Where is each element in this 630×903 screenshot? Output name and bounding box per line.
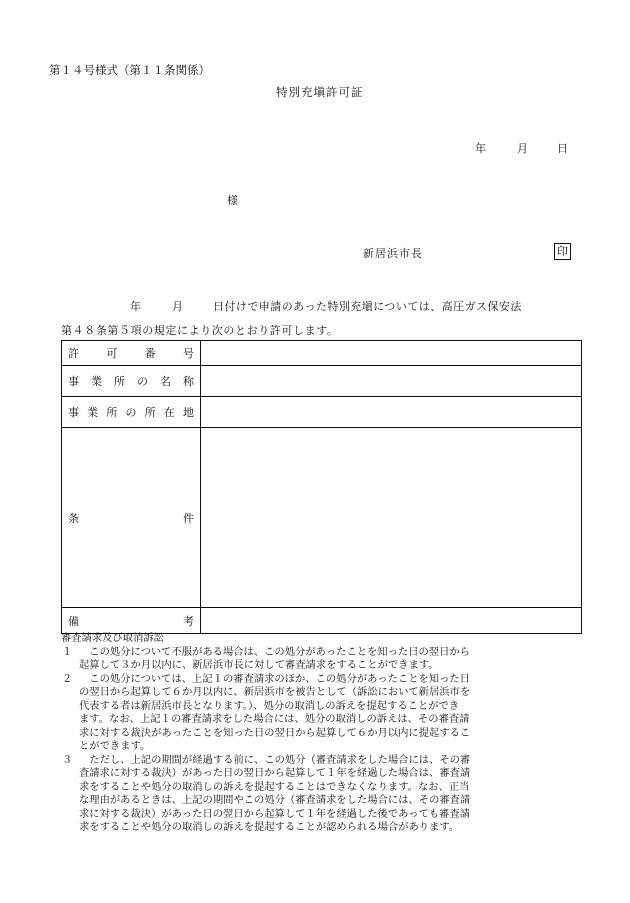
note-line: な理由があるときは、上記の期間やこの処分（審査請求をした場合には、その審査請 [79, 794, 471, 806]
office-location-field[interactable] [201, 397, 582, 428]
issuer-name: 新居浜市長 [363, 247, 423, 260]
note-line: この処分について不服がある場合は、この処分があったことを知った日の翌日から [79, 645, 470, 658]
conditions-row [62, 428, 582, 608]
office-name-field[interactable] [201, 366, 582, 397]
permit-number-label: 許 可 番 号 [62, 341, 201, 366]
note-line: ます。なお、上記１の審査請求をした場合には、処分の取消しの訴えは、その審査請 [79, 713, 470, 725]
note-item [61, 754, 582, 835]
permit-number-row [62, 341, 582, 366]
office-name-row [62, 366, 582, 397]
body-text-1: 日付けで申請のあった特別充塡については、高圧ガス保安法 [213, 300, 522, 313]
date-month-label: 月 [517, 142, 528, 155]
body-year-label: 年 [130, 300, 141, 313]
remarks-row [62, 608, 582, 634]
note-item [61, 673, 582, 754]
remarks-label: 備 考 [62, 608, 201, 634]
remarks-field[interactable] [201, 608, 582, 634]
conditions-field[interactable] [201, 428, 582, 608]
note-line: この処分については、上記１の審査請求のほか、この処分があったことを知った日 [79, 672, 470, 685]
document-title: 特別充塡許可証 [276, 85, 364, 99]
addressee-suffix: 様 [227, 194, 238, 207]
note-line: 求に対する裁決があったことを知った日の翌日から起算して６か月以内に提起するこ [79, 726, 471, 739]
note-number: ３ [62, 753, 73, 766]
body-month-label: 月 [172, 300, 183, 313]
office-name-label: 事 業 所 の 名 称 [62, 366, 201, 397]
date-year-label: 年 [475, 142, 486, 155]
note-line: ただし、上記の期間が経過する前に、この処分（審査請求をした場合には、その審 [79, 753, 471, 766]
note-line: の翌日から起算して６か月以内に、新居浜市を被告として（訴訟において新居浜市を [79, 686, 471, 698]
form-number: 第１４号様式（第１１条関係） [49, 63, 210, 77]
notes-heading: 審査請求及び取消訴訟 [61, 632, 164, 644]
seal-stamp: 印 [554, 243, 571, 260]
note-line: とができます。 [79, 740, 151, 752]
note-number: １ [62, 645, 73, 658]
note-number: ２ [62, 672, 73, 685]
note-line: 求に対する裁決）があった日の翌日から起算して１年を経過した後であっても審査請 [79, 807, 471, 820]
conditions-label: 条 件 [62, 428, 201, 608]
date-day-label: 日 [557, 142, 568, 155]
permit-table [61, 340, 582, 634]
note-line: 代表する者は新居浜市長となります。）、処分の取消しの訴えを提起することができ [79, 699, 460, 712]
appeal-notes [61, 632, 582, 835]
note-line: 求をすることや処分の取消しの訴えを提起することが認められる場合があります。 [79, 821, 460, 833]
body-text-2: 第４８条第５項の規定により次のとおり許可します。 [61, 324, 339, 337]
note-line: 求をすることや処分の取消しの訴えを提起することはできなくなります。なお、正当 [79, 780, 470, 793]
note-line: 起算して３か月以内に、新居浜市長に対して審査請求をすることができます。 [79, 659, 439, 671]
office-location-row [62, 397, 582, 428]
permit-number-field[interactable] [201, 341, 582, 366]
note-item [61, 646, 582, 673]
note-line: 査請求に対する裁決）があった日の翌日から起算して１年を経過した場合は、審査請 [79, 767, 471, 779]
office-location-label: 事 業 所 の 所 在 地 [62, 397, 201, 428]
